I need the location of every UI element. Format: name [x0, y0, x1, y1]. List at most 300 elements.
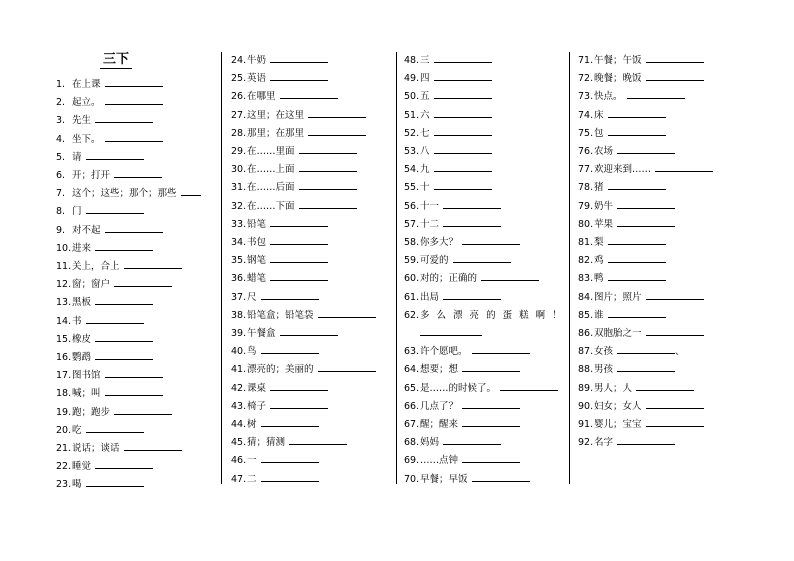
answer-blank[interactable]: [453, 253, 511, 263]
vocab-item: [578, 361, 675, 379]
answer-blank[interactable]: [105, 77, 163, 87]
item-text: 双胞胎之一: [594, 328, 642, 339]
item-text: 女孩: [594, 346, 614, 358]
item-text: 谁: [594, 309, 604, 321]
item-number: 85.: [578, 309, 594, 321]
answer-blank[interactable]: [646, 417, 704, 427]
item-number: 81.: [578, 237, 594, 248]
answer-blank[interactable]: [95, 241, 153, 251]
answer-blank[interactable]: [86, 477, 144, 487]
vocab-item: [578, 161, 713, 179]
item-text: 开；打开: [72, 170, 111, 181]
item-text: 在……下面: [247, 200, 295, 212]
answer-blank[interactable]: [420, 326, 482, 336]
vocab-item: [578, 234, 666, 252]
vocab-item: [56, 331, 153, 349]
item-text: 门: [72, 206, 82, 218]
item-text: 苹果: [594, 218, 614, 230]
item-text: 五: [420, 91, 430, 103]
item-text: 九: [420, 164, 430, 176]
vocab-item: [578, 88, 685, 106]
vocab-item: [404, 88, 492, 106]
answer-blank[interactable]: [105, 95, 163, 105]
item-text: 鹦鹉: [72, 352, 92, 363]
item-number: 84.: [578, 291, 594, 303]
answer-blank[interactable]: [261, 417, 319, 427]
vocab-item: [578, 325, 704, 343]
item-suffix: 、: [675, 346, 685, 358]
item-number: 19.: [56, 406, 72, 418]
answer-blank[interactable]: [270, 381, 328, 391]
answer-blank[interactable]: [270, 235, 328, 245]
item-number: 46.: [231, 455, 247, 467]
item-number: 78.: [578, 182, 594, 194]
vocab-item: [578, 343, 685, 361]
answer-blank[interactable]: [443, 217, 501, 227]
item-number: 17.: [56, 370, 72, 382]
vocab-item: [56, 294, 153, 312]
answer-blank[interactable]: [462, 235, 520, 245]
answer-blank[interactable]: [434, 89, 492, 99]
item-number: 63.: [404, 346, 420, 358]
item-number: 29.: [231, 146, 247, 157]
item-text: 梨: [594, 237, 604, 248]
vocab-item: [231, 289, 319, 307]
answer-blank[interactable]: [308, 108, 366, 118]
vocab-item: [56, 385, 163, 403]
column-divider: [569, 52, 570, 484]
item-number: 58.: [404, 237, 420, 248]
item-text: 牛奶: [247, 55, 267, 66]
answer-blank[interactable]: [434, 108, 492, 118]
answer-blank[interactable]: [617, 435, 675, 445]
answer-blank[interactable]: [299, 144, 357, 154]
item-text: 猜；猜测: [247, 437, 286, 449]
answer-blank[interactable]: [289, 435, 347, 445]
vocab-item: [578, 307, 666, 325]
vocab-item: [56, 367, 163, 385]
answer-blank[interactable]: [617, 217, 675, 227]
item-text: 椅子: [247, 400, 267, 412]
worksheet-title: 三下: [100, 52, 132, 69]
vocab-item: [404, 70, 492, 88]
item-number: 18.: [56, 388, 72, 400]
vocab-item: [56, 422, 144, 440]
vocab-item: [231, 380, 328, 398]
answer-blank[interactable]: [95, 295, 153, 305]
vocab-item: [56, 149, 144, 167]
item-number: 67.: [404, 419, 420, 430]
answer-blank[interactable]: [472, 472, 530, 482]
item-number: 34.: [231, 237, 247, 248]
item-number: 52.: [404, 127, 420, 139]
item-text: 喊；叫: [72, 388, 101, 400]
item-number: 83.: [578, 273, 594, 285]
answer-blank[interactable]: [270, 253, 328, 263]
item-number: 73.: [578, 91, 594, 103]
answer-blank[interactable]: [124, 441, 182, 451]
vocab-item: [404, 270, 539, 288]
answer-blank[interactable]: [434, 144, 492, 154]
answer-blank[interactable]: [462, 417, 520, 427]
item-text: 快点。: [594, 91, 623, 103]
vocab-item: [56, 131, 163, 149]
item-text: 起立。: [72, 97, 101, 109]
answer-blank[interactable]: [462, 453, 520, 463]
answer-blank[interactable]: [270, 71, 328, 81]
vocab-item: [56, 222, 163, 240]
item-text: 午餐；午饭: [594, 55, 642, 66]
vocab-item: [231, 125, 366, 143]
answer-blank[interactable]: [105, 223, 163, 233]
answer-blank[interactable]: [655, 162, 713, 172]
item-text: 出局: [420, 291, 440, 303]
item-number: 23.: [56, 479, 72, 491]
item-number: 36.: [231, 273, 247, 285]
item-number: 91.: [578, 419, 594, 430]
answer-blank[interactable]: [472, 344, 530, 354]
vocab-item: [56, 458, 153, 476]
vocab-item: [231, 234, 328, 252]
vocab-item: [578, 198, 675, 216]
item-text: ……点钟: [420, 455, 459, 467]
item-text: 请: [72, 151, 82, 163]
answer-blank[interactable]: [646, 399, 704, 409]
answer-blank[interactable]: [124, 259, 182, 269]
answer-blank[interactable]: [462, 362, 520, 372]
answer-blank[interactable]: [318, 308, 376, 318]
vocab-item: [56, 240, 153, 258]
answer-blank[interactable]: [261, 453, 319, 463]
item-text: 床: [594, 109, 604, 121]
vocab-item: [404, 380, 558, 398]
answer-blank[interactable]: [299, 180, 357, 190]
item-text: 鸟: [247, 346, 257, 358]
item-text: 七: [420, 127, 430, 139]
item-number: 62.: [404, 309, 420, 321]
item-number: 66.: [404, 400, 420, 412]
answer-blank[interactable]: [261, 344, 319, 354]
vocab-item: [578, 289, 704, 307]
vocab-item: [404, 343, 530, 361]
vocab-item: [578, 380, 694, 398]
item-text: 在……里面: [247, 146, 295, 157]
item-text: 奶牛: [594, 200, 614, 212]
item-text: 那里；在那里: [247, 127, 305, 139]
item-text: 八: [420, 146, 430, 157]
item-text: 包: [594, 127, 604, 139]
item-text: 先生: [72, 115, 92, 127]
item-text: 猪: [594, 182, 604, 194]
vocab-item: [231, 343, 319, 361]
item-text: 你多大？: [420, 237, 459, 248]
item-text: 树: [247, 419, 257, 430]
vocab-item: [231, 361, 376, 379]
answer-blank[interactable]: [617, 344, 675, 354]
item-number: 16.: [56, 352, 72, 363]
vocab-item: [578, 252, 666, 270]
item-text: 十一: [420, 200, 440, 212]
item-text: 晚餐；晚饭: [594, 73, 642, 85]
item-text: 醒；醒来: [420, 419, 459, 430]
item-text: 关上，合上: [72, 261, 120, 272]
vocab-item: [56, 313, 144, 331]
item-text: 漂亮的；美丽的: [247, 364, 314, 376]
item-number: 43.: [231, 400, 247, 412]
vocab-item: [231, 52, 328, 70]
item-text: 欢迎来到……: [594, 164, 652, 176]
answer-blank[interactable]: [280, 326, 338, 336]
vocab-item: [56, 440, 182, 458]
item-number: 64.: [404, 364, 420, 376]
item-text: 想要；想: [420, 364, 459, 376]
item-number: 21.: [56, 443, 72, 454]
item-text: 钢笔: [247, 255, 267, 267]
answer-blank[interactable]: [434, 53, 492, 63]
answer-blank[interactable]: [280, 89, 338, 99]
item-number: 10.: [56, 242, 72, 254]
item-text: 进来: [72, 242, 92, 254]
answer-blank[interactable]: [270, 53, 328, 63]
item-number: 88.: [578, 364, 594, 376]
answer-blank[interactable]: [608, 253, 666, 263]
item-text: 妇女；女人: [594, 400, 642, 412]
item-number: 4.: [56, 133, 66, 145]
answer-blank[interactable]: [434, 71, 492, 81]
answer-blank[interactable]: [181, 186, 201, 196]
item-number: 35.: [231, 255, 247, 267]
vocab-item: [231, 452, 319, 470]
item-number: 65.: [404, 382, 420, 394]
vocab-item: [56, 404, 172, 422]
item-number: 70.: [404, 473, 420, 485]
item-number: 40.: [231, 346, 247, 358]
answer-blank[interactable]: [608, 235, 666, 245]
vocab-item: [231, 143, 357, 161]
item-text: 铅笔盒；铅笔袋: [247, 309, 314, 321]
answer-blank[interactable]: [617, 199, 675, 209]
item-text: 铅笔: [247, 218, 267, 230]
item-text: 农场: [594, 146, 614, 157]
vocab-item: [578, 107, 666, 125]
vocab-item: [404, 307, 564, 325]
item-text: 早餐；早饭: [420, 473, 468, 485]
item-number: 11.: [56, 261, 72, 272]
item-number: 92.: [578, 437, 594, 449]
item-text: 课桌: [247, 382, 267, 394]
item-text: 跑；跑步: [72, 406, 111, 418]
vocab-item: [578, 416, 704, 434]
item-text: 书: [72, 315, 82, 327]
item-text: 在……上面: [247, 164, 295, 176]
item-text: 一: [247, 455, 257, 467]
vocab-item: [56, 349, 153, 367]
item-number: 13.: [56, 297, 72, 309]
item-number: 39.: [231, 328, 247, 339]
item-number: 20.: [56, 424, 72, 436]
item-text: 男人；人: [594, 382, 633, 394]
item-text: 六: [420, 109, 430, 121]
vocab-item: [56, 258, 182, 276]
item-text: 坐下。: [72, 133, 101, 145]
answer-blank[interactable]: [86, 204, 144, 214]
item-text: 许个愿吧。: [420, 346, 468, 358]
answer-blank[interactable]: [443, 199, 501, 209]
vocab-item: [231, 270, 328, 288]
item-text: 可爱的: [420, 255, 449, 267]
item-number: 59.: [404, 255, 420, 267]
answer-blank[interactable]: [646, 53, 704, 63]
answer-blank[interactable]: [261, 290, 319, 300]
answer-blank[interactable]: [434, 180, 492, 190]
item-text: 在哪里: [247, 91, 276, 103]
item-number: 6.: [56, 170, 66, 181]
vocab-item: [404, 125, 492, 143]
item-text: 黑板: [72, 297, 92, 309]
vocab-item: [578, 434, 675, 452]
vocab-item: [404, 361, 520, 379]
item-number: 74.: [578, 109, 594, 121]
vocab-item: [578, 125, 666, 143]
answer-blank[interactable]: [318, 362, 376, 372]
item-number: 76.: [578, 146, 594, 157]
vocab-item: [578, 216, 675, 234]
item-number: 69.: [404, 455, 420, 467]
answer-blank[interactable]: [105, 132, 163, 142]
answer-blank[interactable]: [646, 290, 704, 300]
answer-blank[interactable]: [308, 126, 366, 136]
item-number: 82.: [578, 255, 594, 267]
answer-blank[interactable]: [636, 381, 694, 391]
answer-blank[interactable]: [114, 277, 172, 287]
answer-blank[interactable]: [434, 126, 492, 136]
answer-blank[interactable]: [434, 162, 492, 172]
item-number: 55.: [404, 182, 420, 194]
vocab-item: [578, 52, 704, 70]
answer-blank[interactable]: [617, 144, 675, 154]
answer-blank[interactable]: [627, 89, 685, 99]
vocab-item: [231, 416, 319, 434]
answer-blank[interactable]: [95, 350, 153, 360]
answer-blank[interactable]: [86, 314, 144, 324]
item-text: 几点了？: [420, 400, 459, 412]
item-number: 44.: [231, 419, 247, 430]
vocab-item: [56, 112, 153, 130]
answer-blank[interactable]: [114, 168, 162, 178]
answer-blank[interactable]: [608, 108, 666, 118]
answer-blank[interactable]: [646, 326, 704, 336]
item-number: 47.: [231, 473, 247, 485]
item-number: 12.: [56, 279, 72, 291]
vocab-item: [578, 70, 704, 88]
answer-blank[interactable]: [95, 459, 153, 469]
item-number: 79.: [578, 200, 594, 212]
item-number: 77.: [578, 164, 594, 176]
answer-blank[interactable]: [500, 381, 558, 391]
item-text: 在……后面: [247, 182, 295, 194]
item-text: 十二: [420, 218, 440, 230]
item-number: 27.: [231, 109, 247, 121]
answer-blank[interactable]: [95, 332, 153, 342]
vocab-item: [56, 76, 163, 94]
item-number: 22.: [56, 461, 72, 473]
vocab-item: [231, 198, 357, 216]
answer-blank[interactable]: [462, 399, 520, 409]
item-number: 68.: [404, 437, 420, 449]
item-number: 26.: [231, 91, 247, 103]
answer-blank[interactable]: [114, 405, 172, 415]
answer-blank[interactable]: [608, 271, 666, 281]
item-number: 87.: [578, 346, 594, 358]
column-divider: [396, 52, 397, 484]
vocab-item: [404, 252, 511, 270]
answer-blank[interactable]: [608, 126, 666, 136]
answer-blank[interactable]: [646, 71, 704, 81]
answer-blank[interactable]: [86, 423, 144, 433]
item-number: 2.: [56, 97, 66, 109]
item-text: 婴儿；宝宝: [594, 419, 642, 430]
item-text: 窗；窗户: [72, 279, 111, 291]
item-text: 名字: [594, 437, 614, 449]
answer-blank[interactable]: [270, 399, 328, 409]
column-divider: [221, 52, 222, 484]
item-text: 这个；这些；那个；那些: [72, 188, 177, 200]
answer-blank[interactable]: [105, 386, 163, 396]
answer-blank[interactable]: [270, 217, 328, 227]
answer-blank[interactable]: [95, 113, 153, 123]
answer-blank[interactable]: [299, 162, 357, 172]
item-number: 41.: [231, 364, 247, 376]
vocab-item: [56, 94, 163, 112]
answer-blank[interactable]: [270, 271, 328, 281]
item-number: 49.: [404, 73, 420, 85]
answer-blank[interactable]: [608, 180, 666, 190]
item-text: 十: [420, 182, 430, 194]
answer-blank[interactable]: [261, 472, 319, 482]
vocab-item: [404, 289, 501, 307]
item-number: 3.: [56, 115, 66, 127]
item-text: 对的；正确的: [420, 273, 478, 285]
answer-blank[interactable]: [481, 271, 539, 281]
answer-blank[interactable]: [617, 362, 675, 372]
vocab-item: [404, 52, 492, 70]
vocab-item: [404, 452, 520, 470]
item-number: 51.: [404, 109, 420, 121]
item-text: 图片；照片: [594, 291, 642, 303]
item-number: 31.: [231, 182, 247, 194]
vocab-item: [578, 143, 675, 161]
vocab-item: [404, 234, 520, 252]
item-text: 橡皮: [72, 333, 92, 345]
item-number: 57.: [404, 218, 420, 230]
answer-blank[interactable]: [86, 150, 144, 160]
answer-blank[interactable]: [105, 368, 163, 378]
item-text: 图书馆: [72, 370, 101, 382]
item-text: 书包: [247, 237, 267, 248]
answer-blank[interactable]: [608, 308, 666, 318]
item-text: 是……的时候了。: [420, 382, 497, 394]
vocab-item: [578, 270, 666, 288]
item-text: 多 么 漂 亮 的 蛋 糕 啊 ！: [420, 309, 564, 321]
item-text: 这里；在这里: [247, 109, 305, 121]
vocab-item: [231, 107, 366, 125]
item-text: 四: [420, 73, 430, 85]
answer-blank[interactable]: [443, 290, 501, 300]
vocab-item: [404, 143, 492, 161]
answer-blank[interactable]: [299, 199, 357, 209]
vocab-item: [231, 434, 347, 452]
answer-blank[interactable]: [443, 435, 501, 445]
